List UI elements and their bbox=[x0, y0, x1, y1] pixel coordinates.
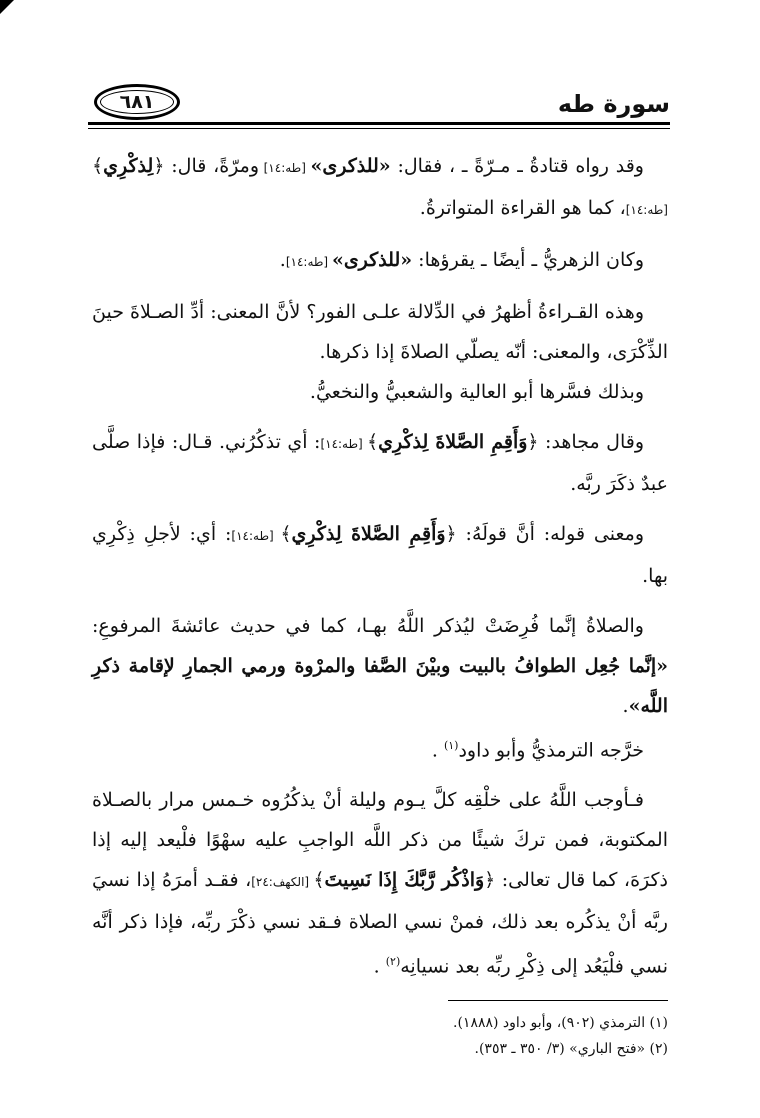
paragraph-9: فـأوجب اللَّهُ على خلْقِه كلَّ يـوم وليلة أنْ يذكُرُوه خـمس مرار بالصـلاة المكتوبة، فمن تركَ شيئًا من ذكر اللَّه الواجبِ عليه سهْوًا فلْيعد إليه إذا ذكرَهَ، كما قال تعالى: ﴿وَاذْكُر رَّبَّكَ إِذَا نَسِيتَ﴾ [الكهف:٢٤]، فقـد أمرَهُ إذا نسيَ ربَّه أنْ يذكُره بعد ذلك، فمنْ نسي الصلاة فـقد نسي ذكْرَ ربِّه، فإذا ذكر أنَّه نسي فلْيَعُد إلى ذِكْرِ ربِّه بعد نسيانِه$^{(٢)}$ . bbox=[92, 789, 669, 978]
footnote-marker-1: (١) bbox=[443, 739, 459, 752]
verse-reference: [طه:١٤] bbox=[259, 161, 311, 175]
header-rule-thick bbox=[88, 122, 670, 125]
surah-title: سورة طه bbox=[557, 90, 670, 118]
paragraph-1: وقد رواه قتادةُ ـ مـرّةً ـ ، فقال: «للذكرى» [طه:١٤] ومرّةً، قال: ﴿لِذكْرِي﴾ [طه:١٤]، كما هو القراءة المتواترةُ. bbox=[92, 155, 668, 219]
corner-mark bbox=[0, 0, 14, 14]
ornate-bracket-close: ﴾ bbox=[280, 523, 292, 545]
paragraph-5: وقال مجاهد: ﴿وَأَقِمِ الصَّلاةَ لِذكْرِي﴾ [طه:١٤]: أي تذكُرُني. قـال: فإذا صلَّى عبدٌ ذكَرَ ربَّه. bbox=[92, 431, 668, 495]
ornate-bracket-close: ﴾ bbox=[92, 155, 104, 177]
paragraph-6: ومعنى قوله: أنَّ قولَهُ: ﴿وَأَقِمِ الصَّلاةَ لِذكْرِي﴾ [طه:١٤]: أي: لأجلِ ذِكْرِي بها. bbox=[92, 523, 668, 587]
ornate-bracket-close: ﴾ bbox=[366, 431, 379, 453]
page-number-badge bbox=[94, 84, 180, 120]
footnote-2: (٢) «فتح الباري» (٣/ ٣٥٠ ـ ٣٥٣). bbox=[474, 1041, 668, 1057]
footnotes bbox=[92, 1010, 668, 1062]
ornate-bracket-open: ﴿ bbox=[484, 869, 496, 892]
quran-verse: وَأَقِمِ الصَّلاةَ لِذكْرِي bbox=[378, 431, 528, 453]
verse-reference: [طه:١٤] bbox=[625, 203, 668, 217]
footnote-1: (١) الترمذي (٩٠٢)، وأبو داود (١٨٨٨). bbox=[453, 1015, 668, 1031]
paragraph-4: وبذلك فسَّرها أبو العالية والشعبيُّ والنخعيُّ. bbox=[309, 381, 644, 403]
ornate-bracket-close: ﴾ bbox=[313, 869, 325, 892]
quran-verse: وَاذْكُر رَّبَّكَ إِذَا نَسِيتَ bbox=[324, 869, 485, 892]
ornate-bracket-open: ﴿ bbox=[527, 431, 539, 453]
paragraph-7: والصلاةُ إنَّما فُرِضَتْ ليُذكر اللَّهُ بهـا، كما في حديث عائشةَ المرفوعِ: «إنَّما جُعِل الطوافُ بالبيت وبيْنَ الصَّفا والمرْوة ورمي الجمارِ لإقامة ذكرِ اللَّه». bbox=[92, 615, 668, 717]
footnote-marker-2: (٢) bbox=[385, 955, 401, 969]
page-header bbox=[88, 84, 670, 130]
paragraph-2: وكان الزهريُّ ـ أيضًا ـ يقرؤها: «للذكرى» [طه:١٤]. bbox=[279, 249, 644, 271]
verse-reference: [طه:١٤] bbox=[285, 255, 332, 269]
quran-verse: لِذكْرِي bbox=[103, 155, 154, 177]
quran-verse: وَأَقِمِ الصَّلاةَ لِذكْرِي bbox=[291, 523, 446, 545]
ornate-bracket-open: ﴿ bbox=[445, 523, 457, 545]
header-rule-thin bbox=[88, 128, 670, 129]
hadith-quote: «إنَّما جُعِل الطوافُ بالبيت وبيْنَ الصَّفا والمرْوة ورمي الجمارِ لإقامة ذكرِ اللَّه» bbox=[92, 655, 668, 717]
quoted-reading: «للذكرى» bbox=[310, 155, 391, 177]
paragraph-8: خرَّجه الترمذيُّ وأبو داود$^{(١)}$ . bbox=[431, 739, 644, 762]
main-text bbox=[92, 146, 668, 997]
verse-reference: [طه:١٤] bbox=[231, 529, 281, 543]
verse-reference: [طه:١٤] bbox=[320, 437, 367, 451]
footnote-separator bbox=[448, 1000, 668, 1001]
page-number: ٦٨١ bbox=[119, 91, 155, 113]
paragraph-3: وهذه القـراءةُ أظهرُ في الدِّلالة علـى الفور؟ لأنَّ المعنى: أدِّ الصـلاةَ حينَ الذِّكْرَى، والمعنى: أنّه يصلّي الصلاةَ إذا ذكرها. bbox=[92, 301, 668, 363]
verse-reference: [الكهف:٢٤] bbox=[251, 875, 314, 890]
ornate-bracket-open: ﴿ bbox=[153, 155, 165, 177]
quoted-reading: «للذكرى» bbox=[331, 249, 413, 271]
